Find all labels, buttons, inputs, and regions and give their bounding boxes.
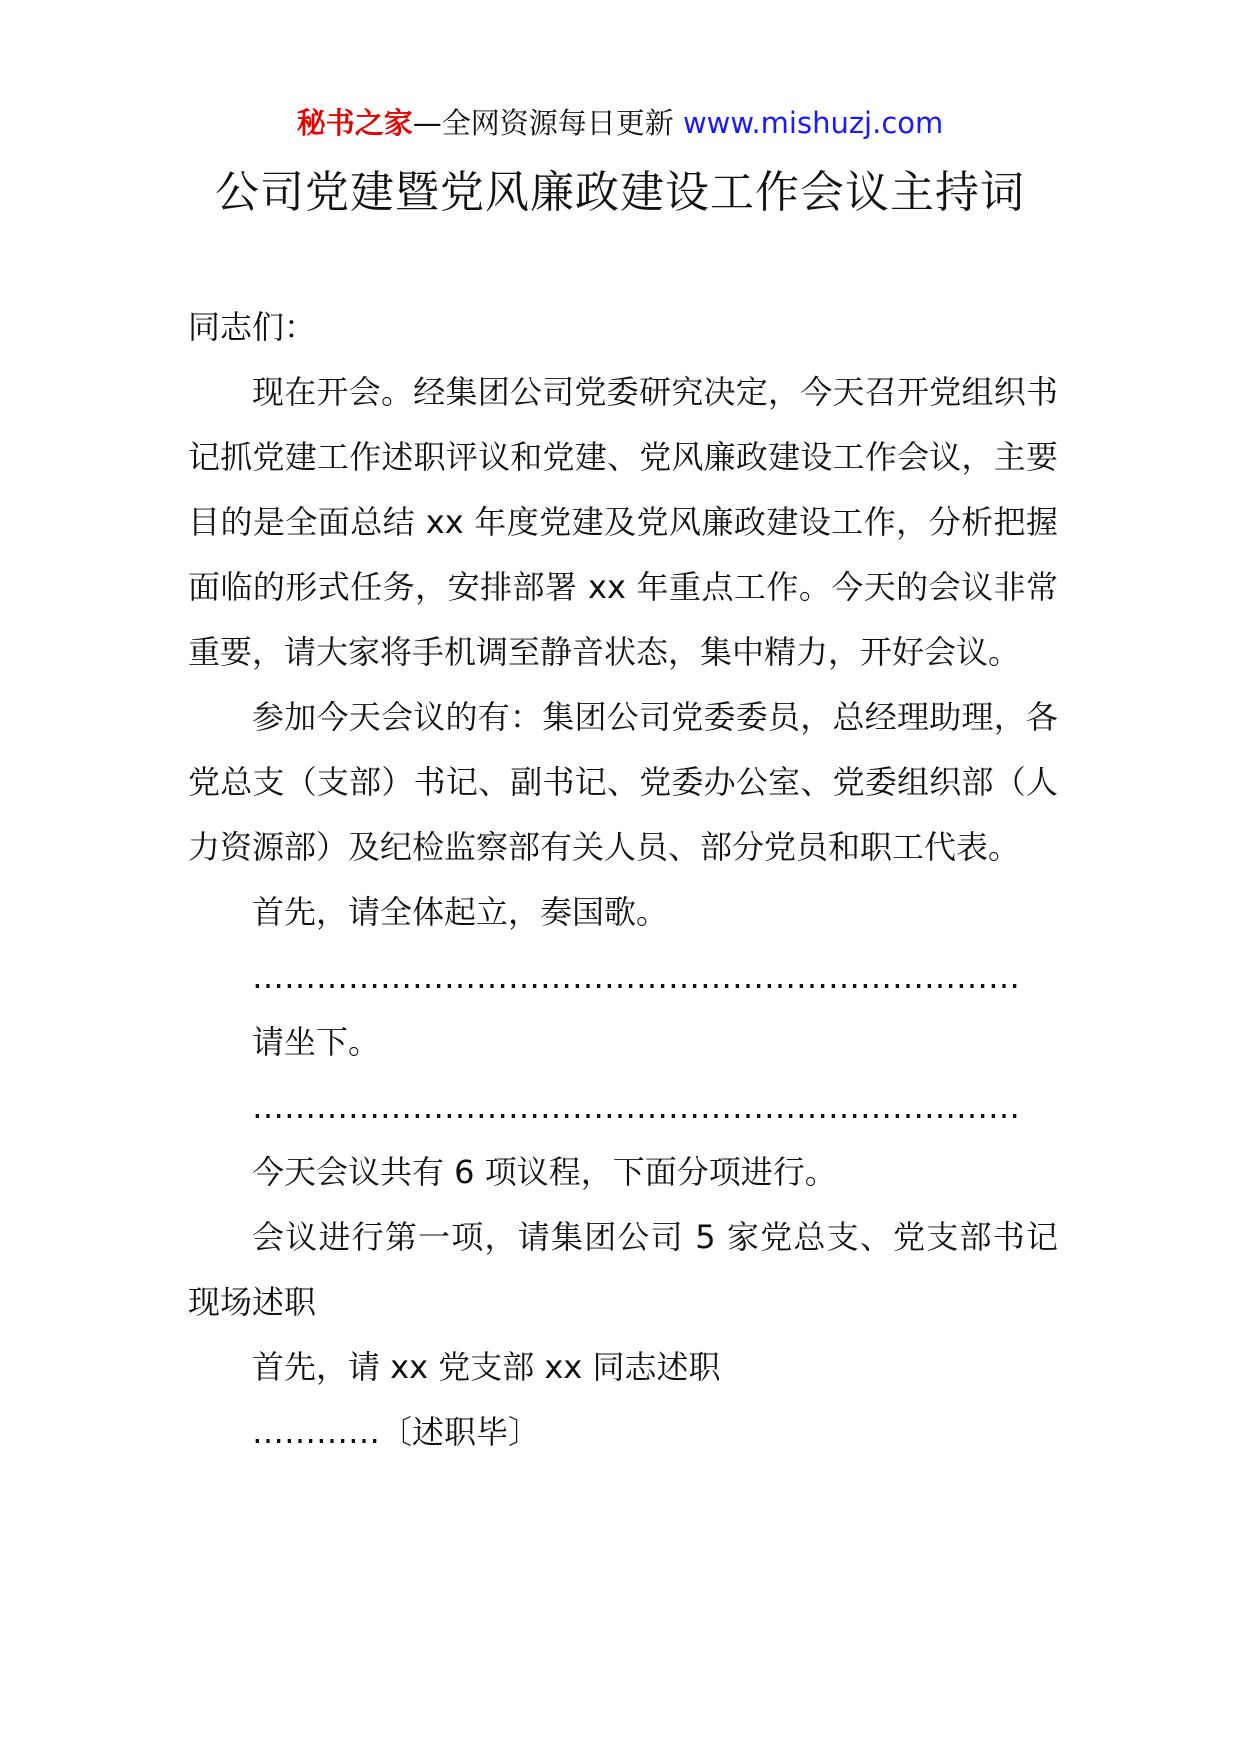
paragraph-opening: 现在开会。经集团公司党委研究决定，今天召开党组织书记抓党建工作述职评议和党建、党风廉政建设工作会议，主要目的是全面总结 xx 年度党建及党风廉政建设工作，分析把握面临的形式任务，安排部署 xx 年重点工作。今天的会议非常重要，请大家将手机调至静音状态，集中精力，开好会议。 — [188, 373, 1058, 671]
ellipsis-separator: ……………………………………………………………… — [252, 1088, 1020, 1126]
document-body — [188, 295, 1058, 1465]
site-url-link[interactable]: www.mishuzj.com — [682, 106, 944, 140]
paragraph-item-one: 会议进行第一项，请集团公司 5 家党总支、党支部书记现场述职 — [188, 1218, 1058, 1321]
paragraph-first-speaker: 首先，请 xx 党支部 xx 同志述职 — [252, 1348, 721, 1386]
site-brand: 秘书之家 — [296, 106, 413, 140]
paragraph-agenda: 今天会议共有 6 项议程，下面分项进行。 — [252, 1153, 837, 1191]
paragraph-sit-down: 请坐下。 — [252, 1023, 381, 1061]
site-header — [0, 103, 1240, 143]
salutation: 同志们： — [188, 308, 317, 346]
paragraph-report-end: …………〔述职毕〕 — [252, 1413, 541, 1451]
ellipsis-separator: ……………………………………………………………… — [252, 958, 1020, 996]
document-title: 公司党建暨党风廉政建设工作会议主持词 — [215, 167, 1025, 218]
paragraph-attendees: 参加今天会议的有：集团公司党委委员，总经理助理，各党总支（支部）书记、副书记、党委办公室、党委组织部（人力资源部）及纪检监察部有关人员、部分党员和职工代表。 — [188, 698, 1058, 866]
paragraph-anthem: 首先，请全体起立，奏国歌。 — [252, 893, 669, 931]
site-tagline: —全网资源每日更新 — [412, 106, 674, 140]
